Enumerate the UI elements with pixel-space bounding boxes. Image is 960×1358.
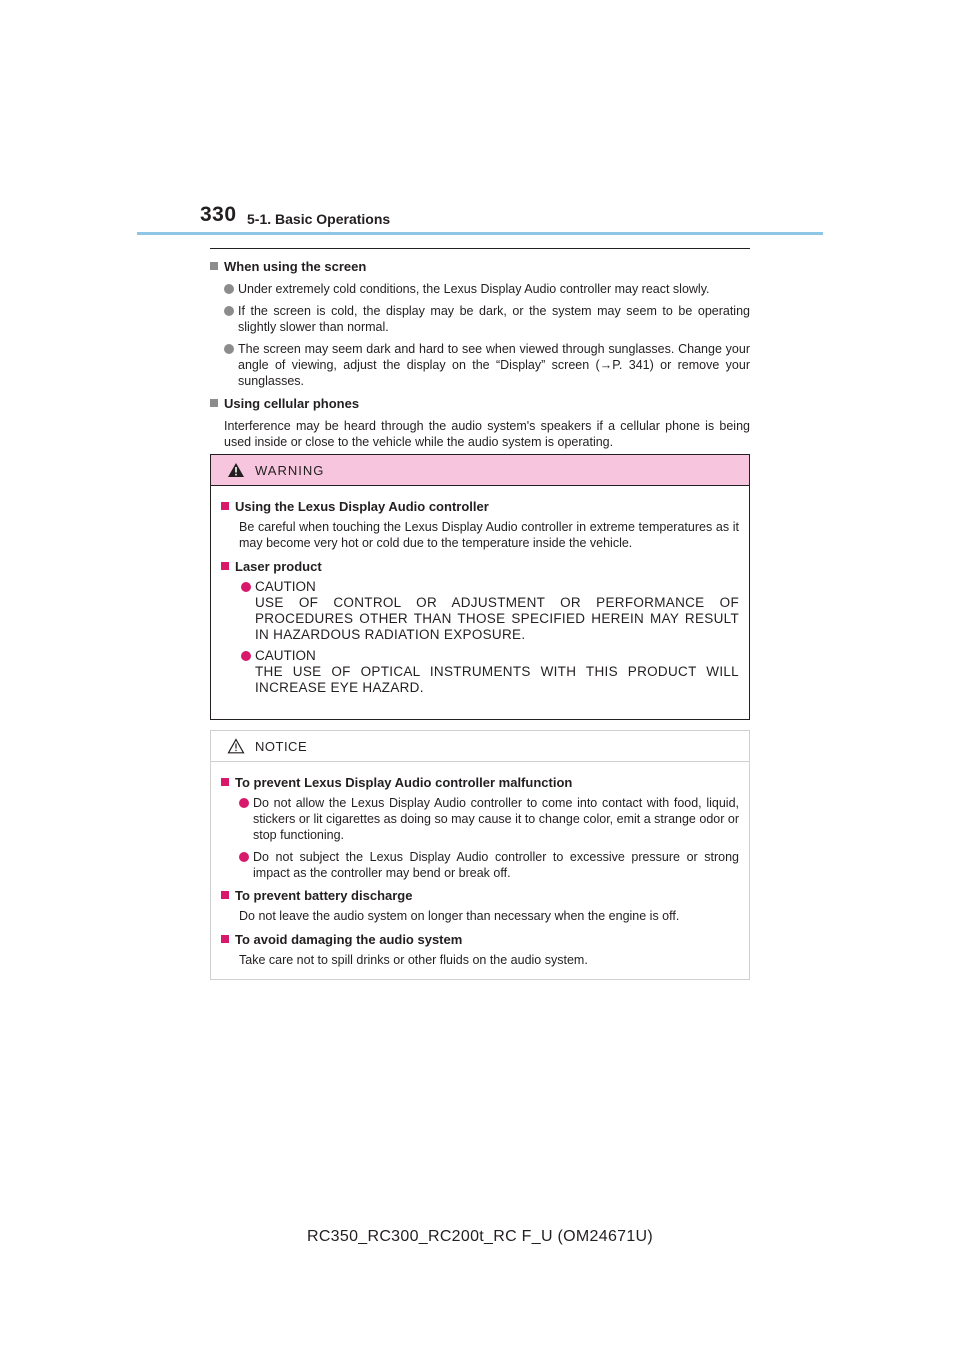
caution-label: CAUTION	[255, 579, 316, 594]
circle-bullet-icon	[239, 798, 249, 808]
caution-label: CAUTION	[255, 648, 316, 663]
notice-heading: To prevent battery discharge	[221, 887, 739, 904]
notice-body	[211, 762, 749, 968]
square-bullet-icon	[221, 778, 229, 786]
warning-triangle-outline-icon	[227, 738, 245, 754]
warning-heading: Using the Lexus Display Audio controller	[221, 498, 739, 515]
warning-heading: Laser product	[221, 558, 739, 575]
warning-triangle-icon	[227, 462, 245, 478]
circle-bullet-icon	[224, 344, 234, 354]
notice-heading: To prevent Lexus Display Audio controller malfunction	[221, 774, 739, 791]
circle-bullet-icon	[224, 306, 234, 316]
list-item: If the screen is cold, the display may be dark, or the system may seem to be operating slightly slower than normal.	[224, 303, 750, 335]
section-title: 5-1. Basic Operations	[247, 211, 391, 227]
notes-section	[210, 258, 750, 456]
square-bullet-icon	[221, 891, 229, 899]
notice-header	[211, 731, 749, 762]
warning-body	[211, 486, 749, 696]
square-bullet-icon	[210, 399, 218, 407]
square-bullet-icon	[210, 262, 218, 270]
warning-text: Be careful when touching the Lexus Display Audio controller in extreme temperatures as it may become very hot or cold due to the temperature inside the vehicle.	[239, 520, 739, 550]
notice-box	[210, 730, 750, 980]
caution-item	[241, 579, 739, 643]
page-number: 330	[200, 203, 237, 226]
warning-box	[210, 454, 750, 720]
caution-text: USE OF CONTROL OR ADJUSTMENT OR PERFORMANCE OF PROCEDURES OTHER THAN THOSE SPECIFIED HEREIN MAY RESULT IN HAZARDOUS RADIATION EXPOSURE.	[255, 595, 739, 642]
list-item: Under extremely cold conditions, the Lexus Display Audio controller may react slowly.	[224, 281, 750, 297]
note-text: Interference may be heard through the audio system's speakers if a cellular phone is being used inside or close to the vehicle while the audio system is operating.	[224, 419, 750, 449]
caution-text: THE USE OF OPTICAL INSTRUMENTS WITH THIS PRODUCT WILL INCREASE EYE HAZARD.	[255, 664, 739, 695]
note-heading: When using the screen	[210, 258, 750, 275]
notice-text: Do not leave the audio system on longer than necessary when the engine is off.	[239, 909, 680, 923]
circle-bullet-icon	[224, 284, 234, 294]
list-item: Do not subject the Lexus Display Audio controller to excessive pressure or strong impact as the controller may bend or break off.	[239, 849, 739, 881]
page-header	[0, 0, 960, 240]
footer-model-code: RC350_RC300_RC200t_RC F_U (OM24671U)	[306, 1228, 654, 1245]
notice-title: NOTICE	[255, 738, 308, 754]
square-bullet-icon	[221, 502, 229, 510]
list-item: Do not allow the Lexus Display Audio controller to come into contact with food, liquid, stickers or lit cigarettes as doing so may cause it to change color, emit a strange odor or stop functioning.	[239, 795, 739, 843]
content-divider	[210, 248, 750, 249]
caution-item	[241, 648, 739, 696]
circle-bullet-icon	[241, 651, 251, 661]
square-bullet-icon	[221, 562, 229, 570]
circle-bullet-icon	[241, 582, 251, 592]
list-item: The screen may seem dark and hard to see when viewed through sunglasses. Change your angle of viewing, adjust the display on the “Display” screen (→P. 341) or remove your sunglasses.	[224, 341, 750, 389]
note-heading: Using cellular phones	[210, 395, 750, 412]
square-bullet-icon	[221, 935, 229, 943]
circle-bullet-icon	[239, 852, 249, 862]
warning-title: WARNING	[255, 462, 325, 478]
notice-heading: To avoid damaging the audio system	[221, 931, 739, 948]
warning-header	[211, 455, 749, 486]
notice-text: Take care not to spill drinks or other fluids on the audio system.	[239, 953, 588, 967]
header-rule	[137, 232, 823, 235]
